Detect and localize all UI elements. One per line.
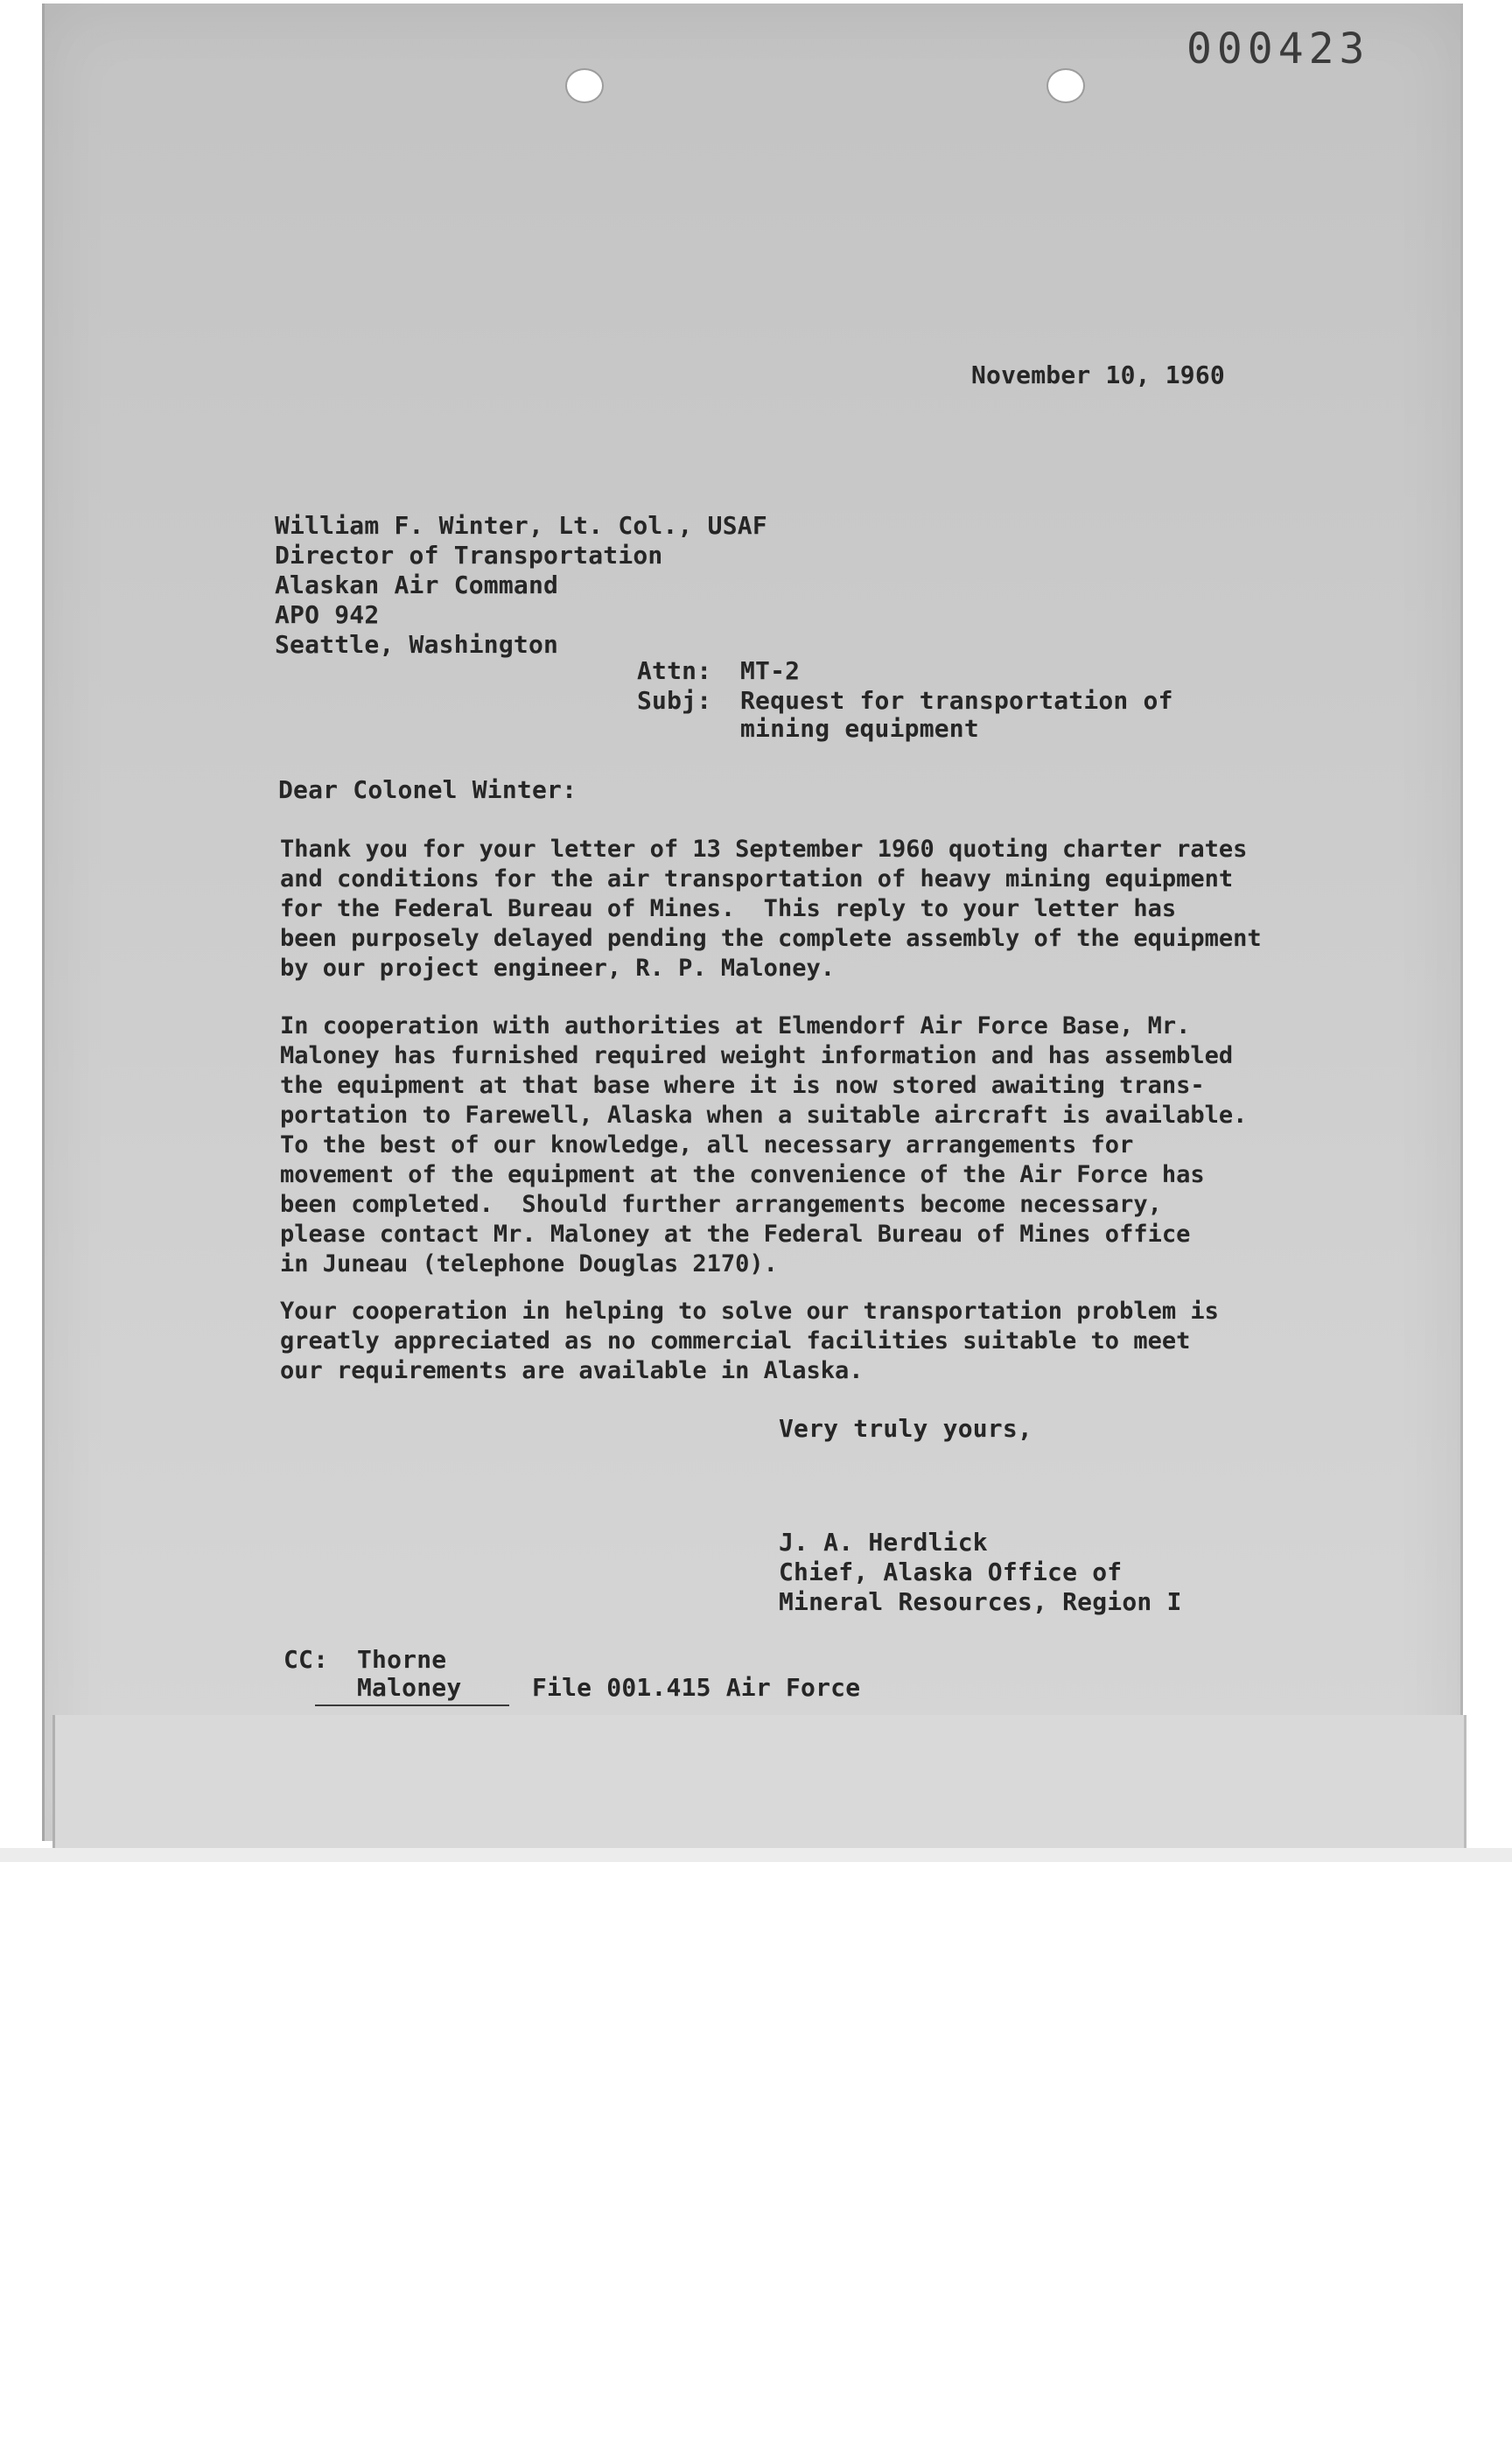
document-number: 000423 — [1186, 24, 1370, 74]
paragraph-line: Maloney has furnished required weight information and has assembled — [280, 1042, 1234, 1069]
signer-name: J. A. Herdlick — [779, 1528, 988, 1557]
paragraph-line: In cooperation with authorities at Elmendorf Air Force Base, Mr. — [280, 1012, 1191, 1040]
signer-title: Chief, Alaska Office of — [779, 1558, 1123, 1586]
paragraph-line: our requirements are available in Alaska. — [280, 1357, 864, 1384]
paragraph-line: Your cooperation in helping to solve our transportation problem is — [280, 1298, 1219, 1325]
paragraph-line: in Juneau (telephone Douglas 2170). — [280, 1250, 778, 1278]
recipient-line: William F. Winter, Lt. Col., USAF — [275, 511, 767, 540]
paragraph-line: Thank you for your letter of 13 September 1960 quoting charter rates — [280, 836, 1248, 863]
paragraph-line: the equipment at that base where it is now stored awaiting trans- — [280, 1072, 1205, 1099]
cc-recipient: Thorne — [357, 1645, 447, 1674]
paragraph-line: To the best of our knowledge, all necessary arrangements for — [280, 1131, 1134, 1158]
scan-edge — [0, 1848, 1512, 1862]
paragraph-line: for the Federal Bureau of Mines. This reply to your letter has — [280, 895, 1177, 922]
paragraph-line: movement of the equipment at the convenience of the Air Force has — [280, 1161, 1205, 1188]
attn-value: MT-2 — [740, 656, 801, 685]
cc-label: CC: — [284, 1645, 329, 1674]
punch-hole-left — [565, 68, 604, 103]
recipient-line: Director of Transportation — [275, 541, 663, 570]
paragraph-line: portation to Farewell, Alaska when a suitable aircraft is available. — [280, 1102, 1248, 1129]
subj-label: Subj: — [637, 686, 712, 715]
paragraph-line: been purposely delayed pending the complete assembly of the equipment — [280, 925, 1262, 952]
paragraph-line: please contact Mr. Maloney at the Federal Bureau of Mines office — [280, 1221, 1191, 1248]
paragraph-line: by our project engineer, R. P. Maloney. — [280, 955, 835, 982]
cc-underline — [315, 1704, 509, 1706]
cc-recipient: Maloney — [357, 1673, 462, 1702]
letter-date: November 10, 1960 — [971, 360, 1225, 389]
punch-hole-right — [1046, 68, 1085, 103]
closing: Very truly yours, — [779, 1414, 1032, 1443]
paragraph-line: and conditions for the air transportation of heavy mining equipment — [280, 865, 1234, 892]
recipient-line: Alaskan Air Command — [275, 570, 559, 599]
salutation: Dear Colonel Winter: — [278, 775, 578, 804]
recipient-line: APO 942 — [275, 600, 380, 629]
paragraph-line: greatly appreciated as no commercial facilities suitable to meet — [280, 1327, 1191, 1354]
recipient-line: Seattle, Washington — [275, 630, 559, 659]
file-reference: File 001.415 Air Force — [532, 1673, 861, 1702]
paragraph-line: been completed. Should further arrangements become necessary, — [280, 1191, 1162, 1218]
attn-label: Attn: — [637, 656, 712, 685]
signer-title: Mineral Resources, Region I — [779, 1587, 1182, 1616]
subj-line: Request for transportation of — [740, 686, 1173, 715]
subj-line: mining equipment — [740, 714, 979, 743]
page-bottom-strip — [52, 1715, 1466, 1848]
